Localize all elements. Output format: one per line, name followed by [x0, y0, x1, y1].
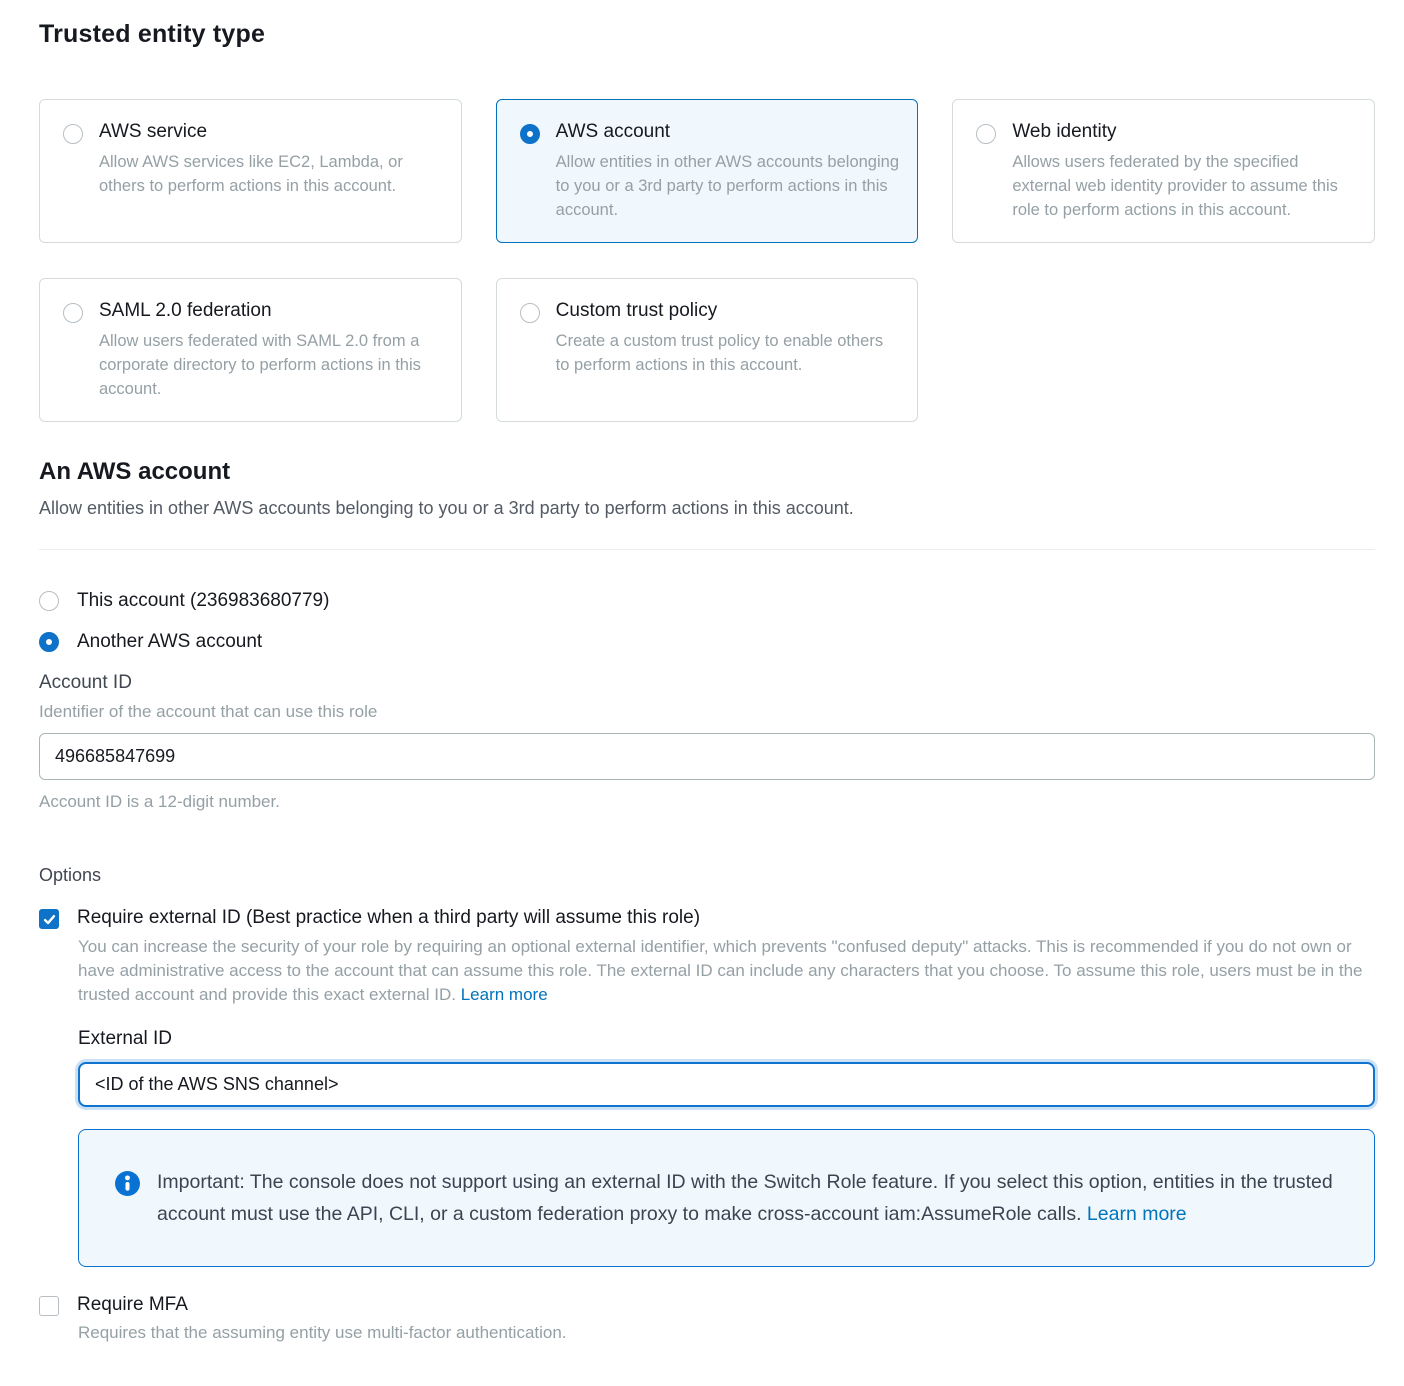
info-box-learn-more-link[interactable]: Learn more — [1086, 1202, 1187, 1225]
another-account-option[interactable] — [39, 631, 1375, 653]
external-id-info-box — [78, 1129, 1375, 1267]
card-aws-service-label: AWS service — [99, 121, 208, 142]
another-account-label: Another AWS account — [77, 631, 263, 652]
require-external-id-checkbox[interactable] — [39, 909, 59, 929]
radio-saml-federation[interactable] — [63, 303, 83, 323]
account-id-help: Identifier of the account that can use this role — [39, 702, 378, 721]
card-saml-federation-description: Allow users federated with SAML 2.0 from a corporate directory to perform actions in this account. — [99, 332, 421, 398]
card-custom-trust-policy[interactable] — [496, 278, 919, 422]
card-aws-account-label: AWS account — [555, 121, 671, 142]
require-mfa-option[interactable] — [39, 1294, 1375, 1316]
card-aws-account[interactable] — [496, 99, 919, 243]
require-external-id-label: Require external ID (Best practice when a third party will assume this role) — [77, 907, 701, 928]
require-mfa-checkbox[interactable] — [39, 1296, 59, 1316]
require-mfa-description: Requires that the assuming entity use multi-factor authentication. — [78, 1323, 567, 1342]
external-id-input[interactable] — [78, 1062, 1375, 1107]
section-subtitle: Allow entities in other AWS accounts belonging to you or a 3rd party to perform actions in this account. — [39, 498, 854, 518]
external-id-label: External ID — [78, 1028, 172, 1049]
card-aws-account-description: Allow entities in other AWS accounts belonging to you or a 3rd party to perform actions in this account. — [555, 153, 899, 219]
card-saml-federation-label: SAML 2.0 federation — [99, 300, 272, 321]
info-icon — [115, 1171, 140, 1196]
require-external-id-option[interactable] — [39, 907, 1375, 929]
radio-custom-trust-policy[interactable] — [520, 303, 540, 323]
trusted-entity-cards — [39, 99, 1375, 422]
card-saml-federation[interactable] — [39, 278, 462, 422]
account-id-label: Account ID — [39, 672, 132, 693]
info-box-text — [157, 1167, 1344, 1230]
card-custom-trust-policy-description: Create a custom trust policy to enable others to perform actions in this account. — [555, 332, 884, 374]
external-id-learn-more-link[interactable]: Learn more — [460, 985, 548, 1004]
account-id-constraint: Account ID is a 12-digit number. — [39, 792, 280, 811]
this-account-label: This account (236983680779) — [77, 590, 330, 611]
info-box-message: Important: The console does not support using an external ID with the Switch Role feature. If you select this option, entities in the trusted account must use the API, CLI, or a custom federation proxy to make cross-account iam:AssumeRole calls. — [157, 1171, 1333, 1225]
require-external-id-description-text: You can increase the security of your role by requiring an optional external identifier, which prevents "confused deputy" attacks. This is recommended if you do not own or have administrative access to the account that can assume this role. The external ID can include any characters that you choose. To assume this role, users must be in the trusted account and provide this exact external ID. — [78, 937, 1363, 1004]
divider — [39, 549, 1375, 550]
require-external-id-description — [78, 935, 1375, 1007]
card-web-identity-label: Web identity — [1012, 121, 1117, 142]
this-account-option[interactable] — [39, 590, 1375, 612]
card-custom-trust-policy-label: Custom trust policy — [555, 300, 718, 321]
require-mfa-block — [39, 1294, 1375, 1345]
require-mfa-label: Require MFA — [77, 1294, 188, 1315]
checkmark-icon — [43, 913, 56, 926]
page-title: Trusted entity type — [39, 20, 266, 48]
radio-aws-service[interactable] — [63, 124, 83, 144]
radio-another-account[interactable] — [39, 632, 59, 652]
options-label: Options — [39, 865, 102, 885]
card-aws-service-description: Allow AWS services like EC2, Lambda, or others to perform actions in this account. — [99, 153, 403, 195]
radio-this-account[interactable] — [39, 591, 59, 611]
card-web-identity-description: Allows users federated by the specified external web identity provider to assume this role to perform actions in this account. — [1012, 153, 1338, 219]
card-web-identity[interactable] — [952, 99, 1375, 243]
radio-web-identity[interactable] — [976, 124, 996, 144]
radio-aws-account[interactable] — [520, 124, 540, 144]
section-title: An AWS account — [39, 458, 231, 485]
account-id-input[interactable] — [39, 733, 1375, 780]
card-aws-service[interactable] — [39, 99, 462, 243]
